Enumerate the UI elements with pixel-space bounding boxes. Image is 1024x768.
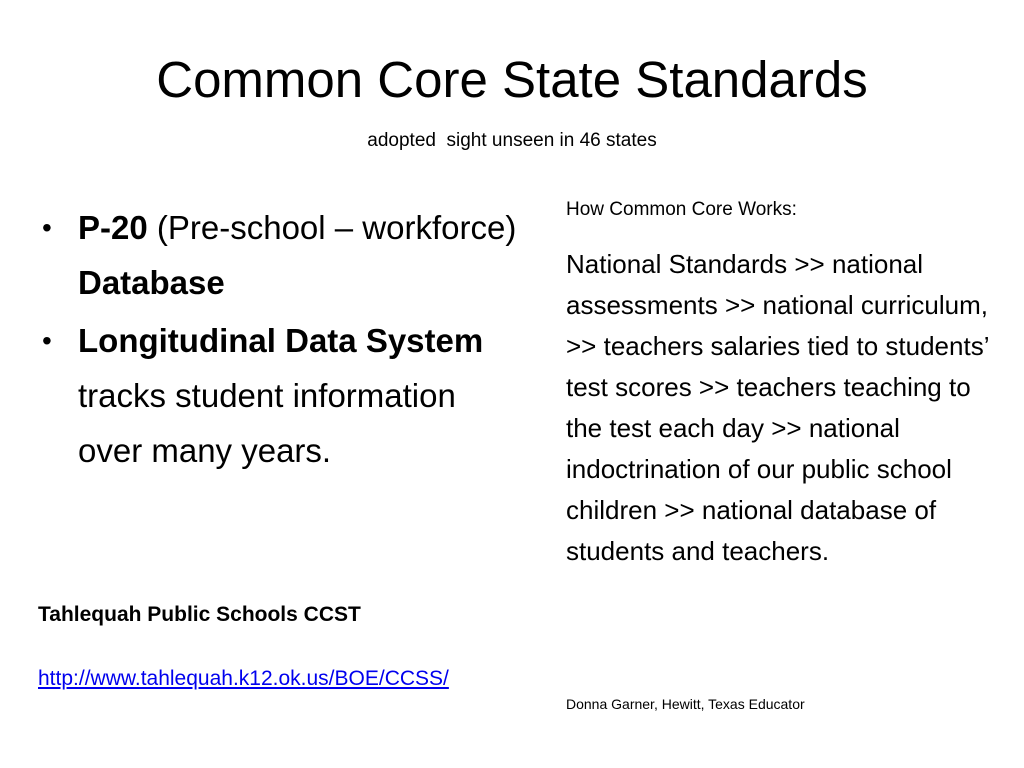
right-column — [566, 196, 1006, 572]
bullet-longitudinal-bold-term: Longitudinal Data System — [78, 322, 484, 359]
how-body: National Standards >> national assessments >> national curriculum, >> teachers salaries tied to students’ test scores >> teachers teaching to the test each day >> national indoctrination of our public school children >> national database of students and teachers. — [566, 249, 989, 566]
school-title: Tahlequah Public Schools CCST — [38, 603, 361, 626]
bullet-item-longitudinal — [38, 313, 528, 478]
school-link[interactable]: http://www.tahlequah.k12.ok.us/BOE/CCSS/ — [38, 667, 449, 690]
how-heading: How Common Core Works: — [566, 199, 797, 220]
bullet-list — [38, 200, 528, 478]
slide-title: Common Core State Standards — [156, 51, 868, 108]
bullet-dot-icon: • — [42, 212, 52, 243]
left-column — [38, 200, 528, 481]
bullet-item-p20 — [38, 200, 528, 310]
bullet-longitudinal-description: tracks student information over many years. — [78, 377, 456, 469]
slide-subtitle: adopted sight unseen in 46 states — [367, 130, 657, 151]
bullet-p20-description: (Pre-school – workforce) — [147, 209, 517, 246]
credit-line: Donna Garner, Hewitt, Texas Educator — [566, 696, 805, 712]
bullet-p20-bold-term: P-20 — [78, 209, 148, 246]
bullet-p20-database-term: Database — [78, 264, 225, 301]
bullet-dot-icon: • — [42, 325, 52, 356]
